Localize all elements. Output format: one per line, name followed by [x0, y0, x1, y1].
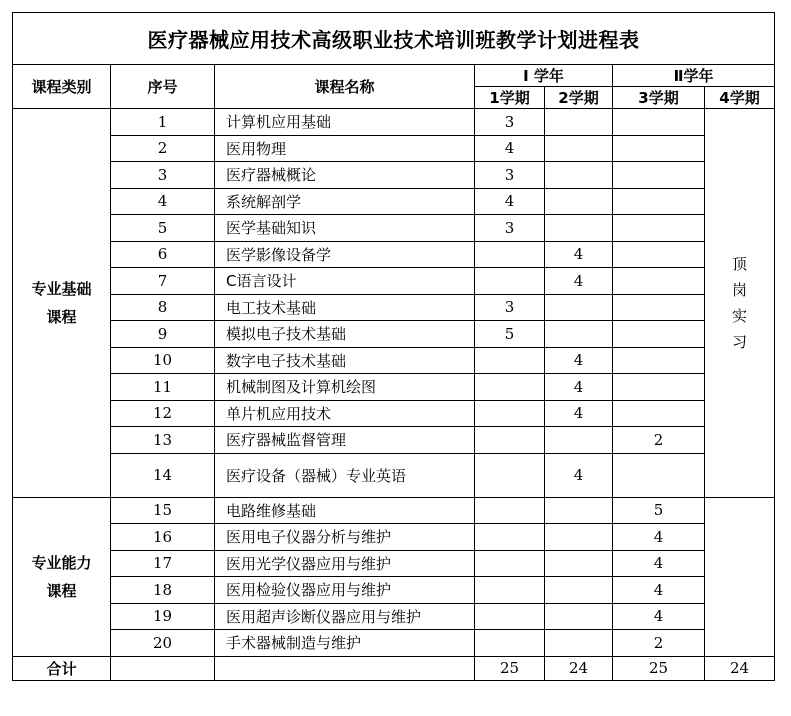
plan-table [12, 12, 775, 681]
course-seq: 4 [111, 188, 215, 215]
semester-2-hours: 4 [545, 374, 613, 401]
course-seq: 5 [111, 215, 215, 242]
semester-3-hours [613, 374, 705, 401]
semester-1-hours: 4 [475, 188, 545, 215]
semester-2-hours [545, 630, 613, 657]
semester-1-hours [475, 453, 545, 497]
semester-3-hours [613, 453, 705, 497]
semester-2-hours: 4 [545, 453, 613, 497]
semester-1-hours [475, 427, 545, 454]
course-seq: 7 [111, 268, 215, 295]
semester-1-hours [475, 577, 545, 604]
semester-2-hours [545, 427, 613, 454]
semester-3-hours [613, 109, 705, 136]
course-name: 计算机应用基础 [215, 109, 475, 136]
course-name: 医学影像设备学 [215, 241, 475, 268]
table-row [13, 577, 775, 604]
semester-1-hours: 3 [475, 215, 545, 242]
course-seq: 11 [111, 374, 215, 401]
course-seq: 20 [111, 630, 215, 657]
course-name: 医用物理 [215, 135, 475, 162]
semester-1-hours [475, 497, 545, 524]
table-row [13, 374, 775, 401]
table-row [13, 188, 775, 215]
semester-3-hours [613, 268, 705, 295]
semester-1-hours [475, 347, 545, 374]
semester-3-hours [613, 188, 705, 215]
course-name: 医疗器械概论 [215, 162, 475, 189]
semester-3-hours [613, 294, 705, 321]
table-row [13, 241, 775, 268]
total-seq-empty [111, 656, 215, 680]
total-semester-1: 25 [475, 656, 545, 680]
course-seq: 6 [111, 241, 215, 268]
semester-3-hours: 4 [613, 550, 705, 577]
header-course-name: 课程名称 [215, 65, 475, 109]
semester-1-hours: 3 [475, 162, 545, 189]
header-year-1: Ⅰ 学年 [475, 65, 613, 87]
semester-2-hours [545, 550, 613, 577]
course-category: 专业能力课程 [13, 497, 111, 656]
header-seq: 序号 [111, 65, 215, 109]
course-seq: 19 [111, 603, 215, 630]
course-name: 医用光学仪器应用与维护 [215, 550, 475, 577]
course-seq: 8 [111, 294, 215, 321]
title-row [13, 13, 775, 65]
table-row [13, 109, 775, 136]
header-row-1 [13, 65, 775, 87]
semester-3-hours: 2 [613, 630, 705, 657]
course-seq: 15 [111, 497, 215, 524]
header-category: 课程类别 [13, 65, 111, 109]
semester-1-hours [475, 241, 545, 268]
semester-1-hours [475, 268, 545, 295]
course-name: C语言设计 [215, 268, 475, 295]
course-seq: 18 [111, 577, 215, 604]
semester-4-internship [705, 109, 775, 498]
header-year-2: Ⅱ学年 [613, 65, 775, 87]
table-title: 医疗器械应用技术高级职业技术培训班教学计划进程表 [13, 13, 775, 65]
semester-1-hours [475, 603, 545, 630]
total-row [13, 656, 775, 680]
table-row [13, 347, 775, 374]
table-row [13, 162, 775, 189]
course-seq: 16 [111, 524, 215, 551]
course-name: 模拟电子技术基础 [215, 321, 475, 348]
course-name: 机械制图及计算机绘图 [215, 374, 475, 401]
internship-label: 顶岗实习 [732, 254, 748, 351]
semester-3-hours: 2 [613, 427, 705, 454]
semester-3-hours [613, 241, 705, 268]
course-name: 医疗器械监督管理 [215, 427, 475, 454]
table-row [13, 453, 775, 497]
semester-2-hours: 4 [545, 347, 613, 374]
table-row [13, 497, 775, 524]
semester-3-hours [613, 400, 705, 427]
semester-2-hours [545, 321, 613, 348]
table-row [13, 427, 775, 454]
course-seq: 13 [111, 427, 215, 454]
semester-1-hours [475, 630, 545, 657]
course-name: 医用检验仪器应用与维护 [215, 577, 475, 604]
course-name: 医用电子仪器分析与维护 [215, 524, 475, 551]
semester-3-hours [613, 321, 705, 348]
semester-1-hours: 4 [475, 135, 545, 162]
course-name: 电路维修基础 [215, 497, 475, 524]
table-row [13, 321, 775, 348]
semester-1-hours [475, 374, 545, 401]
table-row [13, 524, 775, 551]
header-semester-2: 2学期 [545, 87, 613, 109]
semester-2-hours: 4 [545, 268, 613, 295]
course-seq: 2 [111, 135, 215, 162]
semester-3-hours: 5 [613, 497, 705, 524]
semester-3-hours [613, 135, 705, 162]
course-name: 手术器械制造与维护 [215, 630, 475, 657]
table-row [13, 135, 775, 162]
semester-3-hours [613, 347, 705, 374]
course-seq: 14 [111, 453, 215, 497]
course-category: 专业基础课程 [13, 109, 111, 498]
semester-1-hours: 3 [475, 109, 545, 136]
semester-1-hours [475, 524, 545, 551]
total-label: 合计 [13, 656, 111, 680]
total-semester-2: 24 [545, 656, 613, 680]
course-name: 单片机应用技术 [215, 400, 475, 427]
total-semester-3: 25 [613, 656, 705, 680]
header-semester-3: 3学期 [613, 87, 705, 109]
table-row [13, 294, 775, 321]
semester-2-hours [545, 109, 613, 136]
table-row [13, 630, 775, 657]
header-semester-1: 1学期 [475, 87, 545, 109]
semester-2-hours [545, 577, 613, 604]
semester-2-hours [545, 162, 613, 189]
semester-2-hours [545, 497, 613, 524]
total-semester-4: 24 [705, 656, 775, 680]
semester-2-hours: 4 [545, 241, 613, 268]
course-name: 医学基础知识 [215, 215, 475, 242]
course-name: 医疗设备（器械）专业英语 [215, 453, 475, 497]
semester-2-hours [545, 603, 613, 630]
table-row [13, 215, 775, 242]
semester-2-hours [545, 135, 613, 162]
semester-2-hours [545, 524, 613, 551]
course-seq: 12 [111, 400, 215, 427]
total-name-empty [215, 656, 475, 680]
semester-1-hours: 3 [475, 294, 545, 321]
course-seq: 1 [111, 109, 215, 136]
semester-3-hours: 4 [613, 603, 705, 630]
course-name: 医用超声诊断仪器应用与维护 [215, 603, 475, 630]
semester-2-hours: 4 [545, 400, 613, 427]
course-seq: 3 [111, 162, 215, 189]
course-name: 电工技术基础 [215, 294, 475, 321]
course-seq: 17 [111, 550, 215, 577]
course-seq: 9 [111, 321, 215, 348]
course-name: 系统解剖学 [215, 188, 475, 215]
semester-3-hours [613, 215, 705, 242]
semester-4-empty [705, 497, 775, 656]
course-name: 数字电子技术基础 [215, 347, 475, 374]
semester-3-hours: 4 [613, 524, 705, 551]
semester-1-hours: 5 [475, 321, 545, 348]
header-semester-4: 4学期 [705, 87, 775, 109]
semester-2-hours [545, 294, 613, 321]
semester-2-hours [545, 215, 613, 242]
semester-3-hours [613, 162, 705, 189]
table-row [13, 550, 775, 577]
course-seq: 10 [111, 347, 215, 374]
semester-3-hours: 4 [613, 577, 705, 604]
table-row [13, 268, 775, 295]
semester-2-hours [545, 188, 613, 215]
semester-1-hours [475, 550, 545, 577]
semester-1-hours [475, 400, 545, 427]
table-row [13, 603, 775, 630]
table-row [13, 400, 775, 427]
